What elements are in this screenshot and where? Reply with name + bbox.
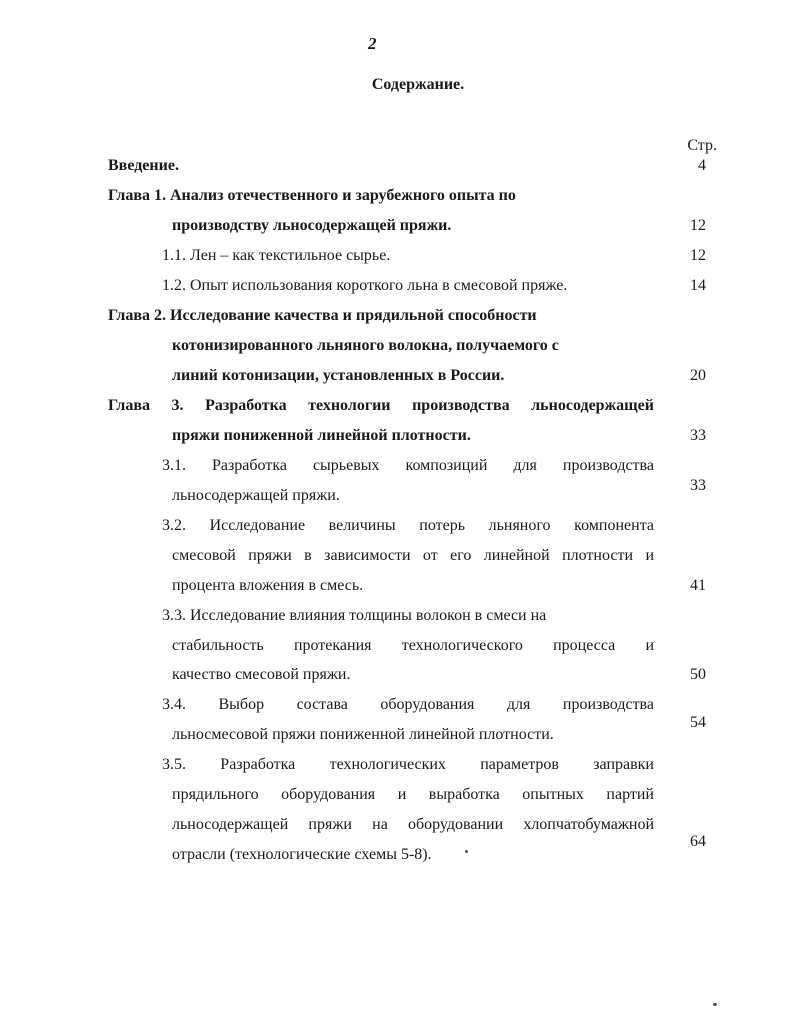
toc-section-3-5-line3: льносодержащей пряжи на оборудовании хлопчатобумажной: [172, 816, 654, 833]
toc-section-3-5-line4: отрасли (технологические схемы 5-8).: [172, 846, 432, 863]
toc-section-3-5-line1: 3.5. Разработка технологических параметров заправки: [162, 756, 654, 773]
toc-intro-page: 4: [698, 157, 706, 174]
toc-chapter2-line1: Глава 2. Исследование качества и прядильной способности: [108, 307, 537, 324]
toc-chapter3-line2: пряжи пониженной линейной плотности.: [172, 427, 471, 444]
toc-section-3-4-line2: льносмесовой пряжи пониженной линейной плотности.: [172, 726, 554, 743]
toc-chapter3-page: 33: [690, 427, 706, 444]
toc-section-3-3-page: 50: [690, 666, 706, 683]
toc-section-3-5-line2: прядильного оборудования и выработка опытных партий: [172, 786, 654, 803]
page-number: 2: [368, 34, 377, 53]
toc-section-3-4-line1: 3.4. Выбор состава оборудования для производства: [162, 696, 654, 713]
toc-chapter3-line1: Глава 3. Разработка технологии производства льносодержащей: [108, 397, 654, 414]
toc-chapter1-page: 12: [690, 217, 706, 234]
scan-speck: [713, 1003, 717, 1006]
toc-chapter2-page: 20: [690, 367, 706, 384]
scan-speck: [465, 850, 468, 853]
toc-chapter1-line2: производству льносодержащей пряжи.: [172, 217, 452, 234]
toc-section-3-4-page: 54: [690, 714, 706, 731]
toc-section-3-2-page: 41: [690, 577, 706, 594]
toc-chapter2-line2: котонизированного льняного волокна, получаемого с: [172, 337, 559, 354]
toc-section-3-5-page: 64: [690, 833, 706, 850]
toc-section-3-2-line3: процента вложения в смесь.: [172, 577, 364, 594]
toc-chapter1-line1: Глава 1. Анализ отечественного и зарубежного опыта по: [108, 187, 516, 204]
toc-section-3-1-page: 33: [690, 477, 706, 494]
toc-section-3-3-line3: качество смесовой пряжи.: [172, 666, 351, 683]
page-column-header: Стр.: [687, 137, 717, 154]
toc-section-1-1: 1.1. Лен – как текстильное сырье.: [162, 247, 391, 264]
toc-intro-label: Введение.: [108, 157, 179, 174]
page-title: Содержание.: [371, 76, 465, 93]
toc-section-3-3-line1: 3.3. Исследование влияния толщины волокон в смеси на: [162, 607, 547, 624]
toc-section-1-1-page: 12: [690, 247, 706, 264]
toc-section-3-2-line1: 3.2. Исследование величины потерь льняного компонента: [162, 517, 654, 534]
toc-section-3-1-line1: 3.1. Разработка сырьевых композиций для производства: [162, 457, 654, 474]
toc-section-3-2-line2: смесовой пряжи в зависимости от его линейной плотности и: [172, 547, 654, 564]
toc-section-3-1-line2: льносодержащей пряжи.: [172, 487, 340, 504]
toc-section-1-2: 1.2. Опыт использования короткого льна в смесовой пряже.: [162, 277, 568, 294]
toc-chapter2-line3: линий котонизации, установленных в России.: [172, 367, 505, 384]
toc-section-1-2-page: 14: [690, 277, 706, 294]
toc-section-3-3-line2: стабильность протекания технологического процесса и: [172, 637, 654, 654]
